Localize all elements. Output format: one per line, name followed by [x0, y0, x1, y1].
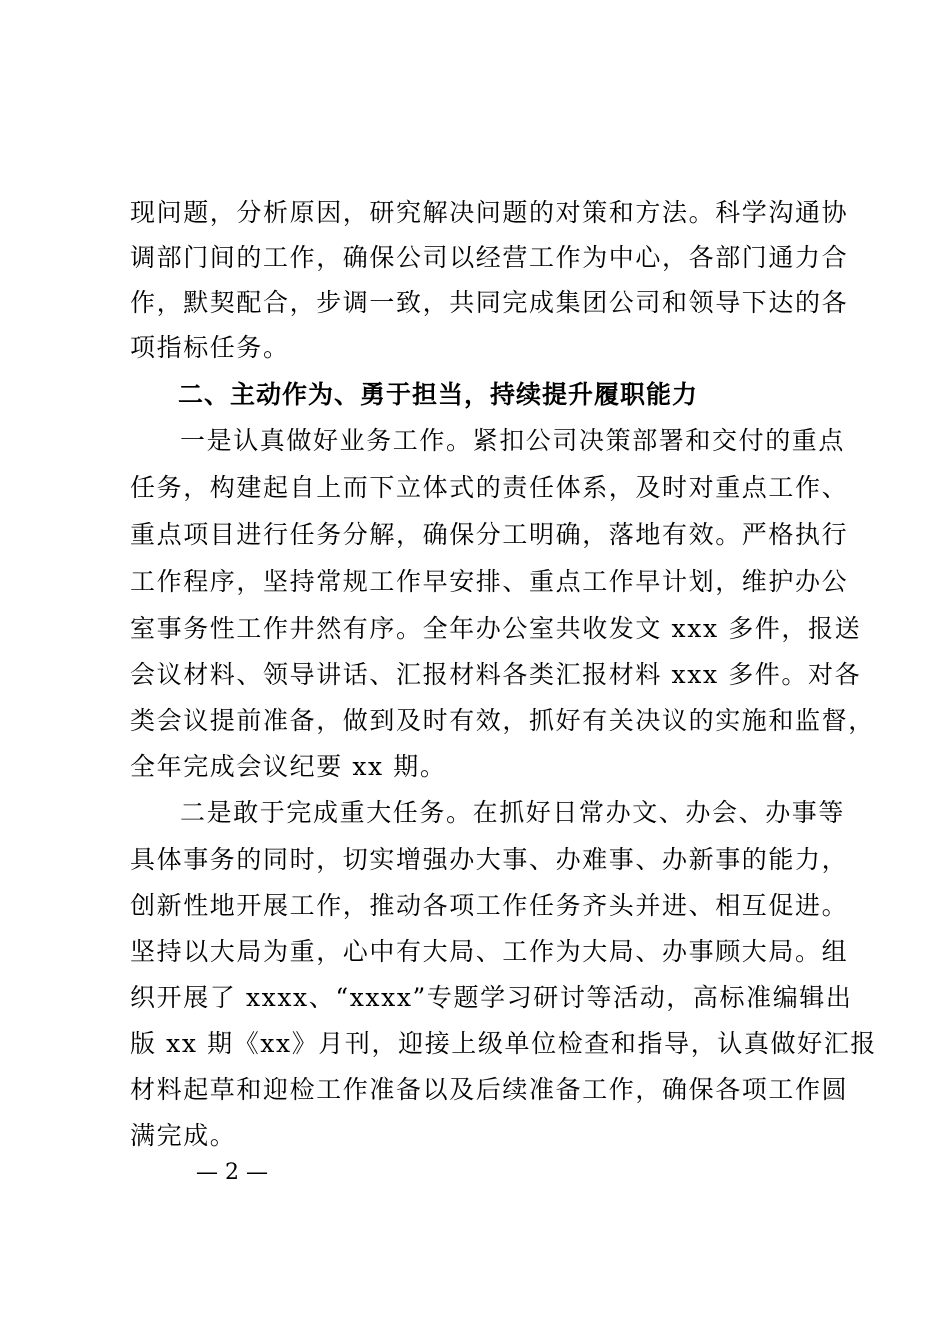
paragraph-line: 版 xx 期《xx》月刊，迎接上级单位检查和指导，认真做好汇报	[130, 1029, 877, 1058]
paragraph-line: 二是敢于完成重大任务。在抓好日常办文、办会、办事等	[180, 798, 846, 827]
paragraph-line: 一是认真做好业务工作。紧扣公司决策部署和交付的重点	[180, 426, 846, 455]
paragraph-line: 现问题，分析原因，研究解决问题的对策和方法。科学沟通协	[130, 198, 849, 227]
paragraph-line: 织开展了 xxxx、“xxxx”专题学习研讨等活动，高标准编辑出	[130, 983, 853, 1012]
paragraph-line: 室事务性工作井然有序。全年办公室共收发文 xxx 多件，报送	[130, 614, 862, 643]
paragraph-line: 任务，构建起自上而下立体式的责任体系，及时对重点工作、	[130, 473, 849, 502]
section-heading: 二、主动作为、勇于担当，持续提升履职能力	[178, 380, 699, 409]
paragraph-line: 坚持以大局为重，心中有大局、工作为大局、办事顾大局。组	[130, 937, 849, 966]
paragraph-line: 创新性地开展工作，推动各项工作任务齐头并进、相互促进。	[130, 891, 849, 920]
paragraph-line: 满完成。	[130, 1121, 237, 1150]
paragraph-line: 工作程序，坚持常规工作早安排、重点工作早计划，维护办公	[130, 567, 849, 596]
paragraph-line: 具体事务的同时，切实增强办大事、办难事、办新事的能力，	[130, 845, 849, 874]
paragraph-line: 材料起草和迎检工作准备以及后续准备工作，确保各项工作圆	[130, 1075, 849, 1104]
paragraph-line: 会议材料、领导讲话、汇报材料各类汇报材料 xxx 多件。对各	[130, 660, 862, 689]
paragraph-line: 项指标任务。	[130, 333, 290, 362]
page-number: — 2 —	[196, 1160, 268, 1185]
paragraph-line: 重点项目进行任务分解，确保分工明确，落地有效。严格执行	[130, 520, 849, 549]
paragraph-line: 调部门间的工作，确保公司以经营工作为中心，各部门通力合	[130, 243, 849, 272]
paragraph-line: 作，默契配合，步调一致，共同完成集团公司和领导下达的各	[130, 288, 849, 317]
paragraph-line: 全年完成会议纪要 xx 期。	[130, 752, 447, 781]
paragraph-line: 类会议提前准备，做到及时有效，抓好有关决议的实施和监督，	[130, 706, 875, 735]
